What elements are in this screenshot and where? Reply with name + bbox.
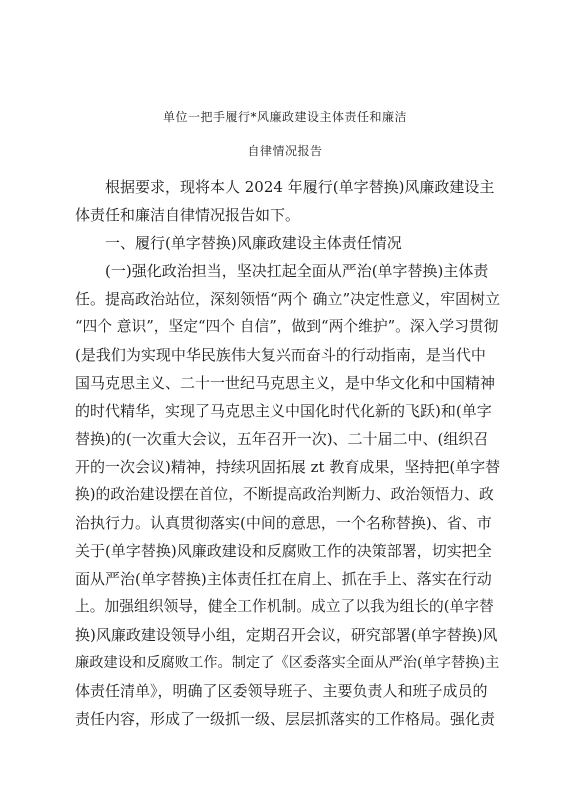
body-line: 上。加强组织领导，健全工作机制。成立了以我为组长的(单字替 <box>75 598 494 615</box>
body-line: 的时代精华，实现了马克思主义中国化时代化新的飞跃)和(单字 <box>75 402 492 420</box>
body-line: 面从严治(单字替换)主体责任扛在肩上、抓在手上、落实在行动 <box>75 570 492 588</box>
document-title-line-2: 自律情况报告 <box>247 144 323 158</box>
body-line: 责任内容，形成了一级抓一级、层层抓落实的工作格局。强化责 <box>75 710 496 728</box>
body-line: (是我们为实现中华民族伟大复兴而奋斗的行动指南，是当代中 <box>75 346 486 364</box>
body-line: (一)强化政治担当，坚决扛起全面从严治(单字替换)主体责 <box>105 262 489 280</box>
body-line: 国马克思主义、二十一世纪马克思主义，是中华文化和中国精神 <box>75 374 496 392</box>
body-line: 换)的政治建设摆在首位，不断提高政治判断力、政治领悟力、政 <box>75 486 494 503</box>
body-line: 治执行力。认真贯彻落实(中间的意思，一个名称替换)、省、市 <box>75 514 492 532</box>
body-line: 根据要求，现将本人 2024 年履行(单字替换)风廉政建设主 <box>105 178 495 196</box>
body-line: 替换)的(一次重大会议，五年召开一次)、二十届二中、(组织召 <box>75 430 489 448</box>
body-line: 体责任清单》，明确了区委领导班子、主要负责人和班子成员的 <box>75 682 488 700</box>
body-line: 任。提高政治站位，深刻领悟“两个 确立”决定性意义，牢固树立 <box>75 290 501 308</box>
body-line: 关于(单字替换)风廉政建设和反腐败工作的决策部署，切实把全 <box>75 542 492 560</box>
body-line: 廉政建设和反腐败工作。制定了《区委落实全面从严治(单字替换)主 <box>75 655 500 671</box>
body-line: 体责任和廉洁自律情况报告如下。 <box>75 206 301 224</box>
body-line: 开的一次会议)精神，持续巩固拓展 zt 教育成果，坚持把(单字替 <box>75 458 501 476</box>
body-line: “四个 意识”，坚定“四个 自信”，做到“两个维护”。深入学习贯彻 <box>75 318 499 335</box>
section-heading: 一、履行(单字替换)风廉政建设主体责任情况 <box>105 234 402 252</box>
body-line: 换)风廉政建设领导小组，定期召开会议，研究部署(单字替换)风 <box>75 626 498 644</box>
document-title-line-1: 单位一把手履行*风廉政建设主体责任和廉洁 <box>162 110 407 124</box>
